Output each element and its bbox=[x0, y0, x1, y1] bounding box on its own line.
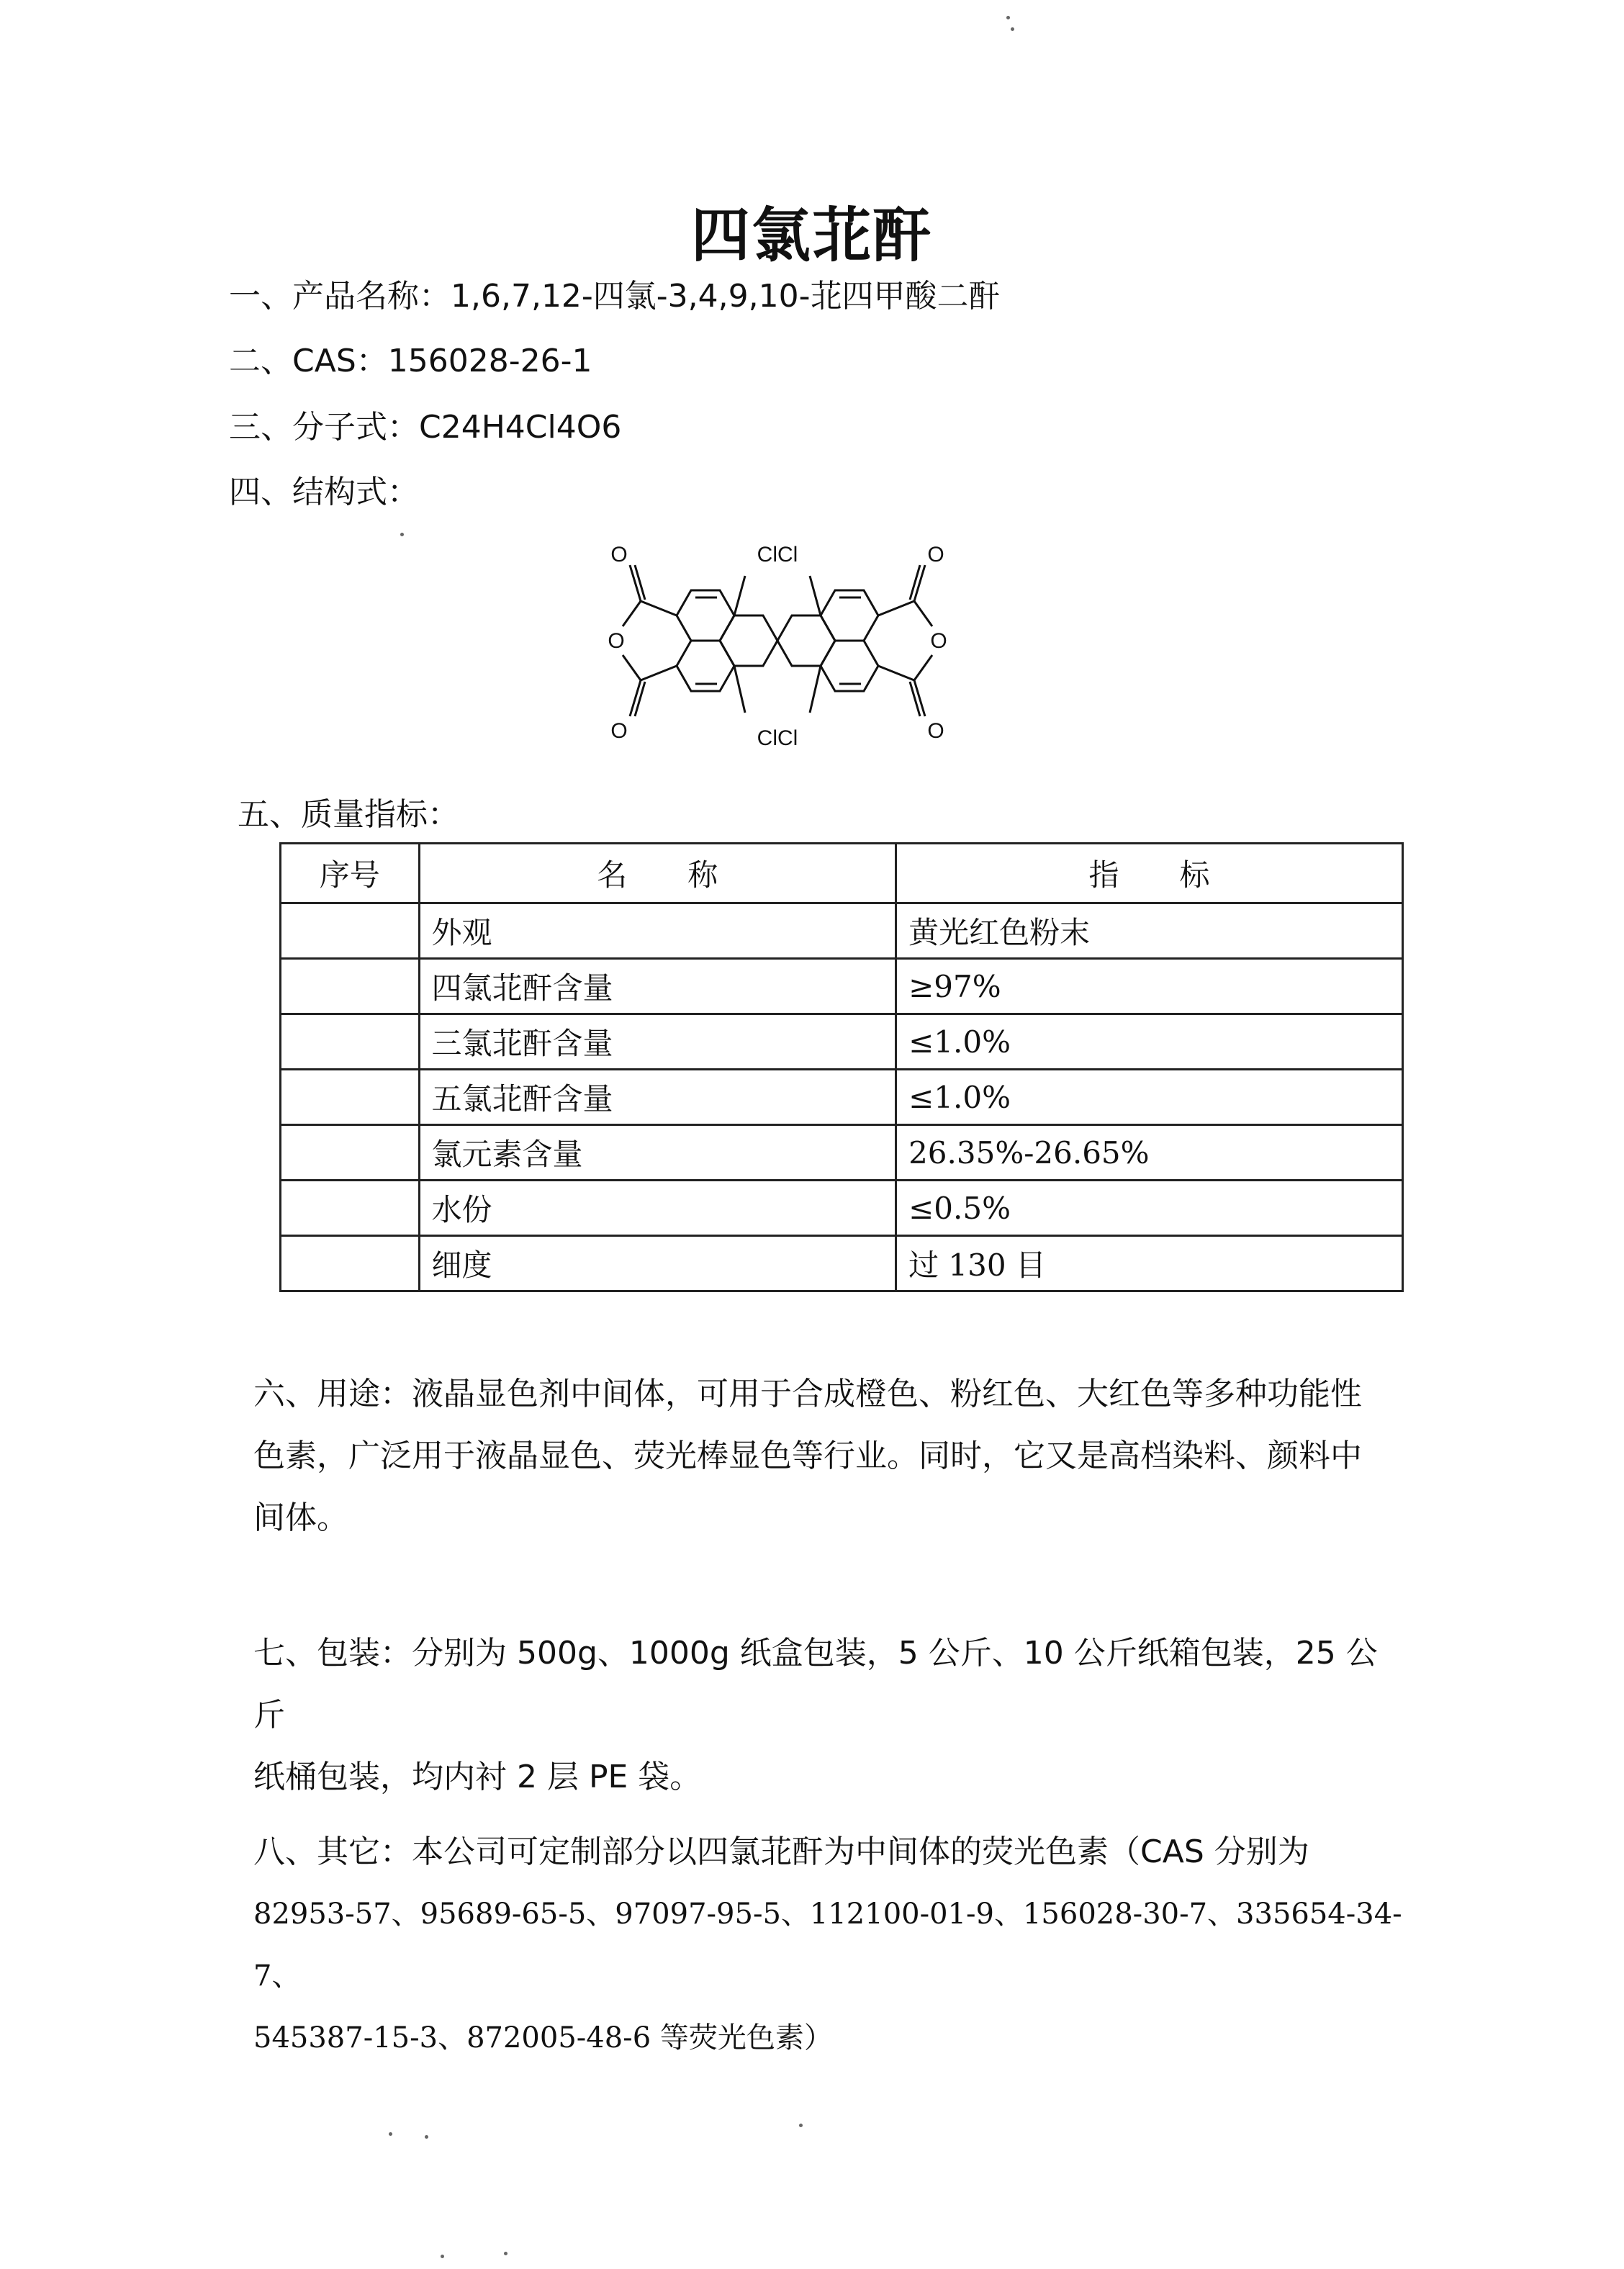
ring-center-right bbox=[777, 615, 835, 666]
structure-label: 四、结构式： bbox=[229, 474, 419, 510]
quality-label: 五、质量指标： bbox=[238, 796, 459, 833]
row-index bbox=[281, 1236, 420, 1291]
table-row bbox=[281, 959, 1403, 1014]
row-name: 三氯苝酐含量 bbox=[419, 1014, 896, 1070]
formula-line bbox=[229, 409, 622, 446]
product-name-label: 一、产品名称： bbox=[229, 278, 451, 315]
product-name-line bbox=[229, 278, 1001, 315]
row-spec: 过 130 目 bbox=[896, 1236, 1403, 1291]
row-index bbox=[281, 903, 420, 959]
row-index bbox=[281, 1014, 420, 1070]
row-index bbox=[281, 959, 420, 1014]
table-row bbox=[281, 1014, 1403, 1070]
header-name: 名 称 bbox=[419, 844, 896, 903]
formula-label: 三、分子式： bbox=[229, 409, 419, 446]
ring-center-left bbox=[720, 615, 777, 666]
row-spec: 黄光红色粉末 bbox=[896, 903, 1403, 959]
other-line: 545387-15-3、872005-48-6 等荧光色素） bbox=[253, 2021, 833, 2054]
header-spec: 指 标 bbox=[896, 844, 1403, 903]
scan-speck bbox=[799, 2124, 803, 2127]
row-name: 四氯苝酐含量 bbox=[419, 959, 896, 1014]
oxygen-label: O bbox=[927, 719, 944, 743]
usage-line: 间体。 bbox=[253, 1499, 348, 1536]
table-row bbox=[281, 1070, 1403, 1125]
cas-line bbox=[229, 343, 592, 379]
row-name: 氯元素含量 bbox=[419, 1125, 896, 1181]
scan-speck bbox=[1011, 27, 1014, 31]
oxygen-label: O bbox=[930, 629, 947, 653]
scan-speck bbox=[441, 2255, 444, 2258]
product-name-value: 1,6,7,12-四氯-3,4,9,10-苝四甲酸二酐 bbox=[451, 278, 1001, 315]
usage-line: 色素，广泛用于液晶显色、荧光棒显色等行业。同时，它又是高档染料、颜料中 bbox=[253, 1438, 1362, 1474]
table-header-row bbox=[281, 844, 1403, 903]
table-row bbox=[281, 1181, 1403, 1236]
scan-speck bbox=[1006, 16, 1010, 19]
quality-spec-table bbox=[279, 842, 1404, 1292]
oxygen-label: O bbox=[610, 543, 628, 567]
packaging-line: 七、包装：分别为 500g、1000g 纸盒包装，5 公斤、10 公斤纸箱包装，25 公斤 bbox=[253, 1635, 1378, 1733]
other-line: 82953-57、95689-65-5、97097-95-5、112100-01-9、156028-30-7、335654-34-7、 bbox=[253, 1898, 1402, 1993]
scan-speck bbox=[504, 2252, 508, 2255]
row-spec: ≤0.5% bbox=[896, 1181, 1403, 1236]
row-index bbox=[281, 1181, 420, 1236]
row-name: 水份 bbox=[419, 1181, 896, 1236]
packaging-section bbox=[253, 1623, 1405, 1808]
packaging-line: 纸桶包装，均内衬 2 层 PE 袋。 bbox=[253, 1759, 702, 1795]
table-row bbox=[281, 1236, 1403, 1291]
other-section bbox=[253, 1821, 1405, 2069]
row-spec: 26.35%-26.65% bbox=[896, 1125, 1403, 1181]
scan-speck bbox=[389, 2132, 392, 2136]
table-row bbox=[281, 1125, 1403, 1181]
oxygen-label: O bbox=[927, 543, 944, 567]
structural-formula bbox=[590, 533, 965, 777]
oxygen-label: O bbox=[610, 719, 628, 743]
table-row bbox=[281, 903, 1403, 959]
usage-section bbox=[253, 1363, 1405, 1549]
cas-value: 156028-26-1 bbox=[387, 343, 592, 379]
cl-top-label: ClCl bbox=[757, 543, 798, 567]
other-line: 八、其它：本公司可定制部分以四氯苝酐为中间体的荧光色素（CAS 分别为 bbox=[253, 1833, 1309, 1870]
row-name: 外观 bbox=[419, 903, 896, 959]
structure-line bbox=[229, 474, 419, 510]
usage-line: 六、用途：液晶显色剂中间体，可用于合成橙色、粉红色、大红色等多种功能性 bbox=[253, 1376, 1362, 1412]
formula-value: C24H4Cl4O6 bbox=[419, 409, 622, 446]
scan-speck bbox=[400, 533, 404, 536]
row-spec: ≥97% bbox=[896, 959, 1403, 1014]
row-name: 五氯苝酐含量 bbox=[419, 1070, 896, 1125]
row-index bbox=[281, 1125, 420, 1181]
cl-bottom-label: ClCl bbox=[757, 726, 798, 750]
cas-label: 二、CAS： bbox=[229, 343, 388, 379]
row-index bbox=[281, 1070, 420, 1125]
document-title: 四氯苝酐 bbox=[690, 202, 933, 270]
scan-speck bbox=[425, 2135, 428, 2139]
quality-line bbox=[238, 796, 459, 833]
row-spec: ≤1.0% bbox=[896, 1070, 1403, 1125]
oxygen-label: O bbox=[608, 629, 625, 653]
row-spec: ≤1.0% bbox=[896, 1014, 1403, 1070]
header-index: 序号 bbox=[281, 844, 420, 903]
row-name: 细度 bbox=[419, 1236, 896, 1291]
